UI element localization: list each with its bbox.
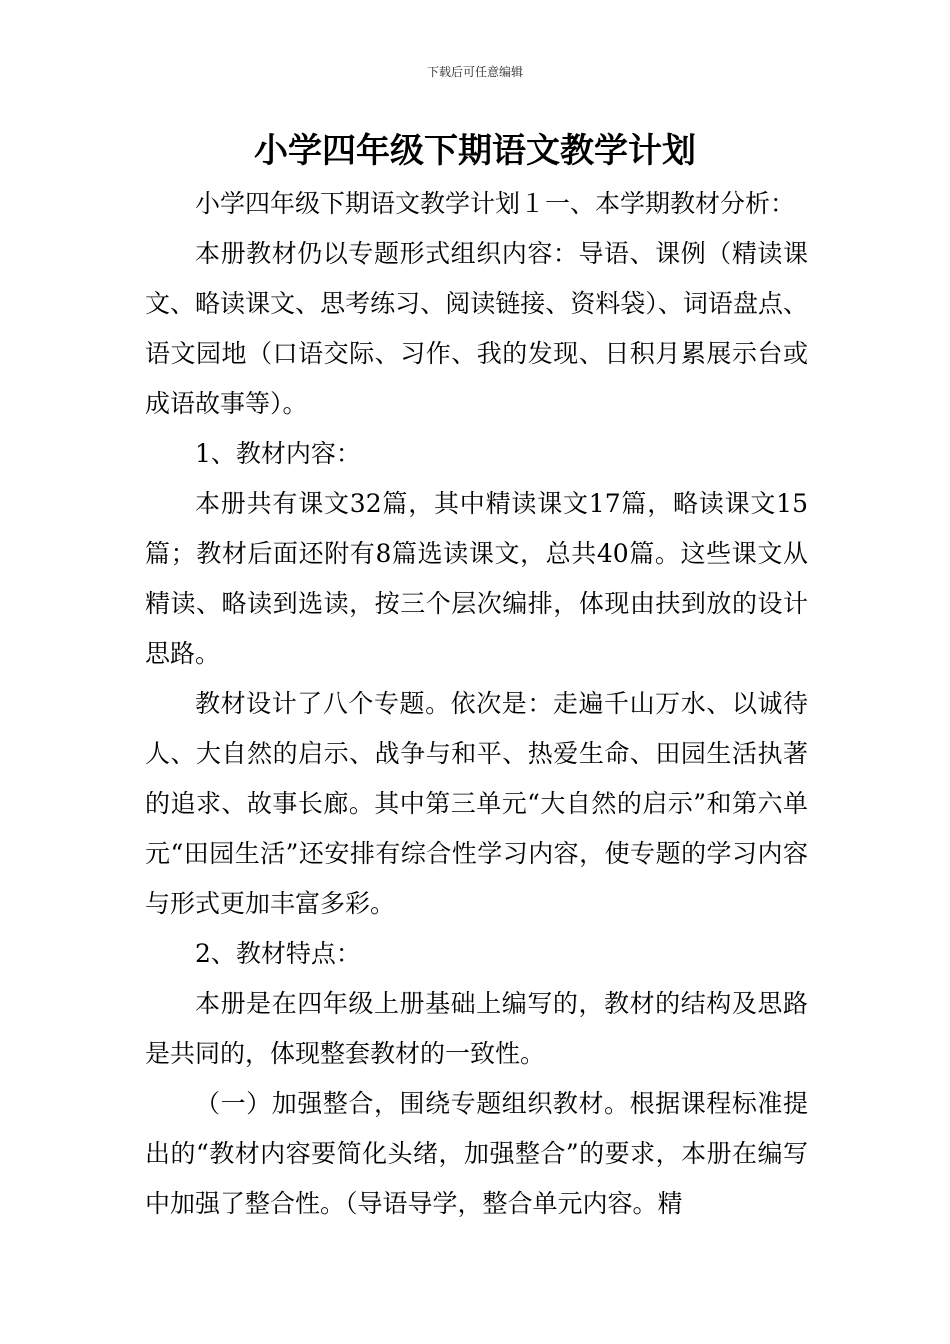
paragraph-content: 本册共有课文32篇，其中精读课文17篇，略读课文15篇；教材后面还附有8篇选读课文，总共40篇。这些课文从精读、略读到选读，按三个层次编排，体现由扶到放的设计思路。 bbox=[145, 489, 808, 668]
paragraph-intro: 小学四年级下期语文教学计划１一、本学期教材分析： bbox=[195, 189, 796, 218]
paragraph-integration: （一）加强整合，围绕专题组织教材。根据课程标准提出的“教材内容要简化头绪，加强整合”的要求，本册在编写中加强了整合性。（导语导学，整合单元内容。精 bbox=[145, 1089, 808, 1218]
paragraph-topics: 教材设计了八个专题。依次是：走遍千山万水、以诚待人、大自然的启示、战争与和平、热爱生命、田园生活执著的追求、故事长廊。其中第三单元“大自然的启示”和第六单元“田园生活”还安排有综合性学习内容，使专题的学习内容与形式更加丰富多彩。 bbox=[145, 689, 808, 918]
paragraph-overview: 本册教材仍以专题形式组织内容：导语、课例（精读课文、略读课文、思考练习、阅读链接、资料袋）、词语盘点、语文园地（口语交际、习作、我的发现、日积月累展示台或成语故事等）。 bbox=[145, 239, 808, 418]
header-note: 下载后可任意编辑 bbox=[426, 65, 523, 79]
document-body bbox=[145, 179, 808, 1229]
paragraph-features: 本册是在四年级上册基础上编写的，教材的结构及思路是共同的，体现整套教材的一致性。 bbox=[145, 989, 808, 1068]
document-title: 小学四年级下期语文教学计划 bbox=[254, 131, 696, 171]
section-heading-features: 2、教材特点： bbox=[195, 939, 361, 968]
section-heading-content: 1、教材内容： bbox=[195, 439, 361, 468]
